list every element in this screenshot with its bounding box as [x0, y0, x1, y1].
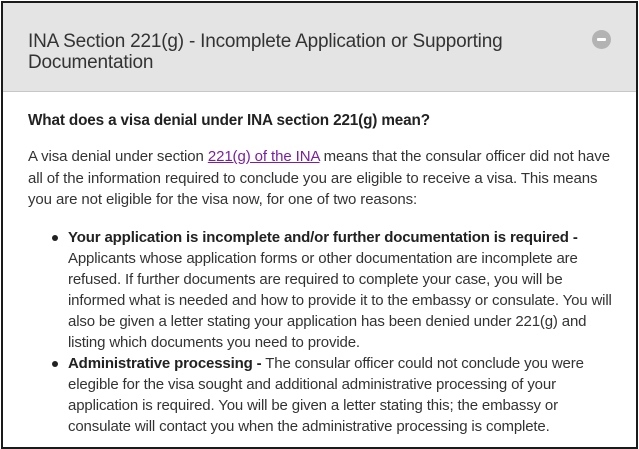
minus-circle-icon[interactable]: [592, 30, 611, 49]
bullet-icon: [52, 361, 58, 367]
intro-text-end: means that the consular officer did not have all of the information required to conclude you are eligible to receive a visa. This means you are not eligible for the visa now, for one of two reasons:: [28, 148, 610, 208]
accordion-panel: [1, 1, 638, 449]
accordion-title[interactable]: INA Section 221(g) - Incomplete Application or Supporting Documentation: [28, 31, 503, 73]
section-question: What does a visa denial under INA section 221(g) mean?: [28, 112, 430, 129]
ina-221g-link[interactable]: 221(g) of the INA: [207, 148, 320, 165]
reason-text: Applicants whose application forms or other documentation are incomplete are refused. If further documents are required to complete your case, you will be informed what is needed and how to provide it to the embassy or consulate. You will also be given a letter stating your application has been denied under 221(g) and listing which documents you need to provide.: [68, 249, 612, 351]
bullet-icon: [52, 235, 58, 241]
reason-title: Administrative processing -: [68, 354, 262, 372]
accordion-content: [28, 92, 618, 437]
reasons-list: [28, 227, 618, 437]
accordion-header[interactable]: [3, 3, 636, 92]
list-item: [68, 353, 618, 437]
reason-title: Your application is incomplete and/or further documentation is required -: [68, 228, 578, 246]
list-item: [68, 227, 618, 353]
intro-paragraph: [28, 146, 618, 211]
reason-text: The consular officer could not conclude you were elegible for the visa sought and additional administrative processing of your application is required. You will be given a letter stating this; the embassy or consulate will contact you when the administrative processing is complete.: [68, 354, 584, 435]
intro-text-start: A visa denial under section: [28, 148, 208, 165]
